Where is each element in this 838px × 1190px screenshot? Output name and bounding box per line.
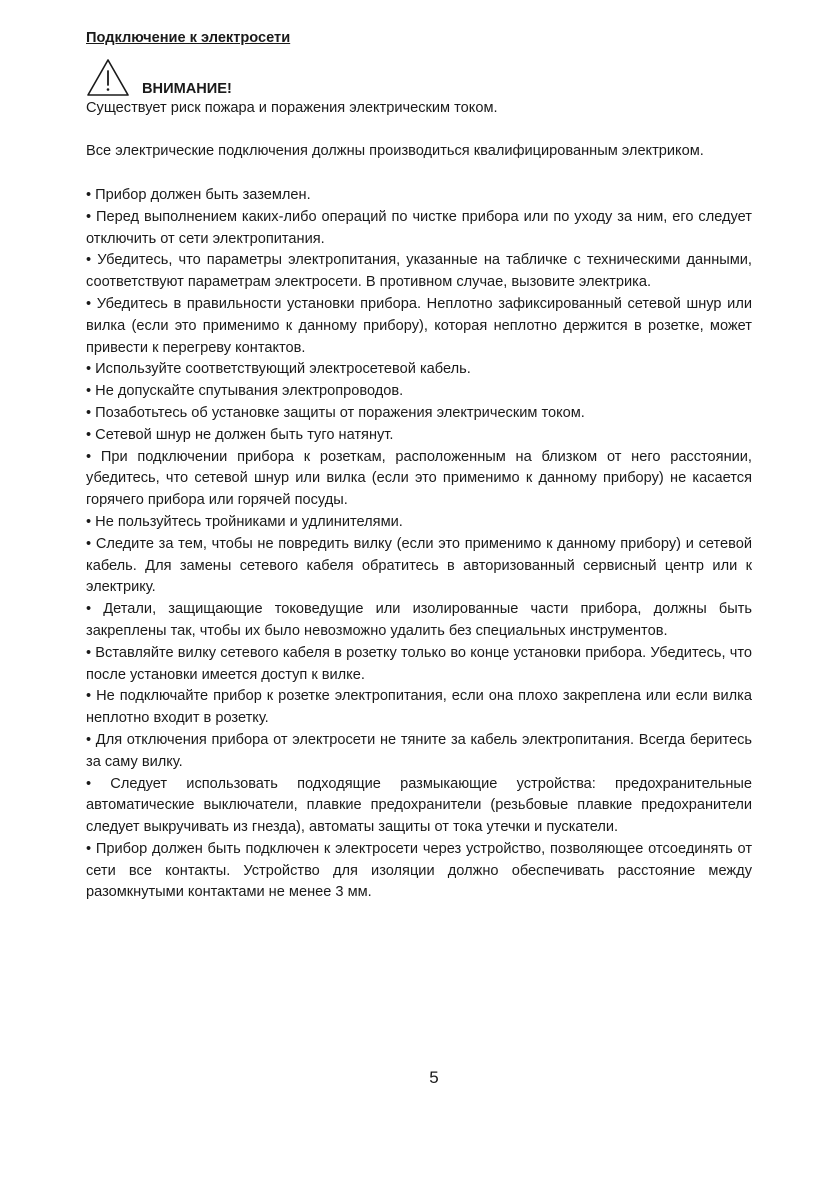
page-number: 5 bbox=[429, 1068, 439, 1087]
document-page bbox=[86, 28, 752, 904]
warning-triangle-icon bbox=[86, 58, 130, 98]
warning-text: Существует риск пожара и поражения электрическим током. bbox=[86, 99, 498, 116]
list-item: • Не пользуйтесь тройниками и удлинителями. bbox=[86, 513, 403, 530]
spacer bbox=[86, 120, 752, 142]
list-item: • Следите за тем, чтобы не повредить вилку (если это применимо к данному прибору) и сетевой кабель. Для замены сетевого кабеля обратитесь в авторизованный сервисный центр или к электрику. bbox=[86, 535, 752, 596]
list-item: • Для отключения прибора от электросети не тяните за кабель электропитания. Всегда беритесь за саму вилку. bbox=[86, 731, 752, 770]
list-item: • Перед выполнением каких-либо операций по чистке прибора или по уходу за ним, его следует отключить от сети электропитания. bbox=[86, 208, 752, 247]
list-item: • Убедитесь в правильности установки прибора. Неплотно зафиксированный сетевой шнур или вилка (если это применимо к данному прибору), которая неплотно держится в розетке, может привести к перегреву контактов. bbox=[86, 295, 752, 356]
list-item: • Используйте соответствующий электросетевой кабель. bbox=[86, 361, 471, 378]
list-item: • Следует использовать подходящие размыкающие устройства: предохранительные автоматические выключатели, плавкие предохранители (резьбовые плавкие предохранители следует выкручивать из гнезда), автоматы защиты от тока утечки и пускатели. bbox=[86, 775, 752, 836]
list-item: • Позаботьтесь об установке защиты от поражения электрическим током. bbox=[86, 404, 585, 421]
list-item: • Сетевой шнур не должен быть туго натянут. bbox=[86, 426, 394, 443]
warning-header bbox=[86, 56, 752, 98]
list-item: • Прибор должен быть заземлен. bbox=[86, 186, 311, 203]
section-title: Подключение к электросети bbox=[86, 30, 291, 46]
list-item: • Не допускайте спутывания электропроводов. bbox=[86, 383, 404, 400]
list-item: • Прибор должен быть подключен к электросети через устройство, позволяющее отсоединять от сети все контакты. Устройство для изоляции должно обеспечивать расстояние между разомкнутыми контактами не менее 3 мм. bbox=[86, 840, 752, 901]
warning-label: ВНИМАНИЕ! bbox=[142, 80, 232, 97]
list-item: • При подключении прибора к розеткам, расположенным на близком от него расстоянии, убедитесь, что сетевой шнур или вилка (если это применимо к данному прибору) не касается горячего прибора или горячей посуды. bbox=[86, 448, 752, 509]
intro-paragraph: Все электрические подключения должны производиться квалифицированным электриком. bbox=[86, 143, 704, 160]
list-item: • Детали, защищающие токоведущие или изолированные части прибора, должны быть закреплены так, чтобы их было невозможно удалить без специальных инструментов. bbox=[86, 601, 752, 639]
spacer bbox=[86, 163, 752, 185]
list-item: • Вставляйте вилку сетевого кабеля в розетку только во конце установки прибора. Убедитесь, что после установки имеется доступ к вилке. bbox=[86, 644, 752, 683]
bullet-list bbox=[86, 185, 752, 904]
list-item: • Не подключайте прибор к розетке электропитания, если она плохо закреплена или если вилка неплотно входит в розетку. bbox=[86, 688, 752, 727]
list-item: • Убедитесь, что параметры электропитания, указанные на табличке с техническими данными, соответствуют параметрам электросети. В противном случае, вызовите электрика. bbox=[86, 252, 752, 291]
